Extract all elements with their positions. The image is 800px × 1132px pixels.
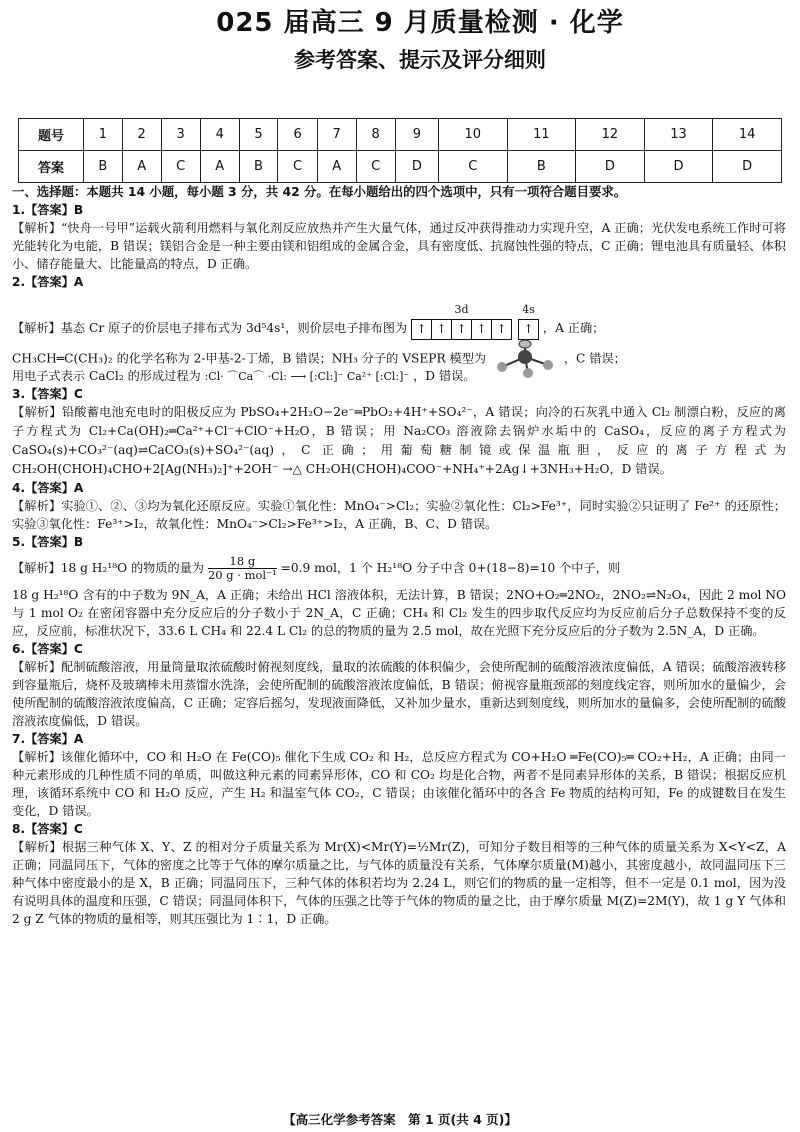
question-4-answer: 4.【答案】A <box>12 481 84 495</box>
electron-orbital-diagram <box>411 301 539 340</box>
qnum-cell: 6 <box>278 119 317 151</box>
question-4-explanation: 【解析】实验①、②、③均为氧化还原反应。实验①氧化性：MnO₄⁻>Cl₂；实验②氧化性：Cl₂>Fe³⁺，同时实验②只证明了 Fe²⁺ 的还原性；实验③氧化性：Fe³⁺>I₂，故氧化性：MnO₄⁻>Cl₂>Fe³⁺>I₂，A 正确，B、C、D 错误。 <box>12 499 786 531</box>
electron-arrow-icon: ↑ <box>432 320 452 339</box>
answer-cell: D <box>576 151 645 183</box>
question-8-explanation: 【解析】根据三种气体 X、Y、Z 的相对分子质量关系为 Mr(X)<Mr(Y)=½Mr(Z)，可知分子数目相等的三种气体的质量关系为 X<Y<Z，A 正确；同温同压下，气体的密度之比等于气体的摩尔质量之比，与气体的质量没有关系，气体摩尔质量(M)越小，其密度越小，故同温同压下三种气体中密度最小的是 X，B 正确；同温同压下，三种气体的体积若均为 2.24 L，则它们的物质的量一定相等，但不一定是 0.1 mol，因为没有说明具体的温度和压强，C 错误；同温同体积下，气体的压强之比等于气体的物质的量之比，由于摩尔质量 M(Z)=2M(Y)，故 1 g Y 气体和 2 g Z 气体的物质的量相等，则其压强比为 1∶1，D 正确。 <box>12 840 786 926</box>
electron-arrow-icon: ↑ <box>412 320 432 339</box>
page-subtitle: 参考答案、提示及评分细则 <box>294 48 546 72</box>
question-3-explanation: 【解析】铅酸蓄电池充电时的阳极反应为 PbSO₄+2H₂O−2e⁻═PbO₂+4H⁺+SO₄²⁻，A 错误；向冷的石灰乳中通入 Cl₂ 制漂白粉，反应的离子方程式为 Cl₂+Ca(OH)₂═Ca²⁺+Cl⁻+ClO⁻+H₂O，B 错误；用 Na₂CO₃ 溶液除去锅炉水垢中的 CaSO₄，反应的离子方程式为 CaSO₄(s)+CO₃²⁻(aq)⇌CaCO₃(s)+SO₄²⁻(aq)，C 正确；用葡萄糖制镜或保温瓶胆，反应的离子方程式为 CH₂OH(CHOH)₄CHO+2[Ag(NH₃)₂]⁺+2OH⁻ →△ CH₂OH(CHOH)₄COO⁻+NH₄⁺+2Ag↓+3NH₃+H₂O，D 错误。 <box>12 405 786 476</box>
qnum-cell: 12 <box>576 119 645 151</box>
qnum-cell: 9 <box>395 119 438 151</box>
qnum-cell: 10 <box>438 119 507 151</box>
orbital-boxes-3d <box>411 319 512 340</box>
electron-arrow-icon: ↑ <box>452 320 472 339</box>
orbital-label-3d: 3d <box>454 303 469 316</box>
vsepr-model-icon <box>490 339 560 379</box>
answer-cell: C <box>438 151 507 183</box>
answer-cell: D <box>644 151 713 183</box>
answer-explanations <box>12 183 786 928</box>
answer-cell: C <box>161 151 200 183</box>
question-1-answer: 1.【答案】B <box>12 203 84 217</box>
orbital-label-4s: 4s <box>522 303 535 316</box>
answer-cell: A <box>122 151 161 183</box>
answer-cell: B <box>239 151 278 183</box>
qnum-cell: 11 <box>507 119 576 151</box>
electron-formula: :Cl· ⌒Ca⌒ ·Cl: ⟶ [:Cl:]⁻ Ca²⁺ [:Cl:]⁻ <box>204 370 410 383</box>
electron-arrow-icon: ↑ <box>472 320 492 339</box>
question-7-answer: 7.【答案】A <box>12 732 84 746</box>
q2-line2-tail: ，C 错误； <box>563 351 626 366</box>
q5-body: 18 g H₂¹⁸O 含有的中子数为 9N_A，A 正确；未给出 HCl 溶液体积，无法计算，B 错误；2NO+O₂═2NO₂，2NO₂⇌N₂O₄，因此 2 mol NO 与 1 mol O₂ 在密闭容器中充分反应后的分子数小于 2N_A，C 正确；CH₄ 和 Cl₂ 发生的四步取代反应均为反应前后分子总数保持不变的反应，反应前，标准状况下，33.6 L CH₄ 和 22.4 L Cl₂ 的总的物质的量为 2.5 mol，故在光照下充分反应后的分子数为 2.5N_A，D 正确。 <box>12 588 786 638</box>
qnum-cell: 5 <box>239 119 278 151</box>
question-5-answer: 5.【答案】B <box>12 535 84 549</box>
qnum-cell: 2 <box>122 119 161 151</box>
fraction <box>208 555 277 582</box>
answer-table <box>18 118 782 183</box>
answer-cell: D <box>713 151 782 183</box>
q2-line1-tail: ，A 正确； <box>542 321 605 335</box>
qnum-cell: 13 <box>644 119 713 151</box>
answer-row <box>19 151 782 183</box>
question-2-explanation <box>12 291 786 385</box>
row-label-number: 题号 <box>19 119 84 151</box>
q5-line1-text: 【解析】18 g H₂¹⁸O 的物质的量为 <box>12 561 205 575</box>
qnum-cell: 4 <box>200 119 239 151</box>
question-5-explanation <box>12 555 786 640</box>
row-label-answer: 答案 <box>19 151 84 183</box>
answer-cell: D <box>395 151 438 183</box>
question-6-explanation: 【解析】配制硫酸溶液，用量筒量取浓硫酸时俯视刻度线，量取的浓硫酸的体积偏少，会使所配制的硫酸溶液浓度偏低，A 错误；硫酸溶液转移到容量瓶后，烧杯及玻璃棒未用蒸馏水洗涤，会使所配制的硫酸溶液浓度偏低，B 错误；俯视容量瓶颈部的刻度线定容，则所加水的量偏少，会使所配制的硫酸溶液浓度偏高，C 正确；定容后摇匀，发现液面降低，又补加少量水，重新达到刻度线，则所加水的量偏多，会使所配制的硫酸溶液浓度偏低，D 错误。 <box>12 660 786 728</box>
q2-line2-text: CH₃CH═C(CH₃)₂ 的化学名称为 2-甲基-2-丁烯，B 错误；NH₃ 分子的 VSEPR 模型为 <box>12 351 487 366</box>
qnum-cell: 3 <box>161 119 200 151</box>
fraction-denominator: 20 g · mol⁻¹ <box>207 568 277 582</box>
question-2-answer: 2.【答案】A <box>12 275 84 289</box>
qnum-cell: 1 <box>84 119 123 151</box>
answer-cell: C <box>278 151 317 183</box>
q2-line3-text: 用电子式表示 CaCl₂ 的形成过程为 <box>12 369 201 383</box>
question-3-answer: 3.【答案】C <box>12 387 83 401</box>
electron-arrow-icon: ↑ <box>496 322 507 336</box>
answer-cell: C <box>356 151 395 183</box>
qnum-cell: 7 <box>317 119 356 151</box>
answer-cell: B <box>507 151 576 183</box>
question-1-explanation: 【解析】“快舟一号甲”运载火箭利用燃料与氧化剂反应放热并产生大量气体，通过反冲获得推动力实现升空，A 正确；光伏发电系统工作时可将光能转化为电能，B 错误；镁铝合金是一种主要由镁和铝组成的金属合金，具有密度低、抗腐蚀性强的特点，C 正确；锂电池具有质量轻、体积小、储存能量大、比能量高的特点，D 正确。 <box>12 221 786 271</box>
orbital-boxes-4s <box>518 319 539 340</box>
electron-arrow-icon: ↑ <box>523 322 534 336</box>
qnum-cell: 14 <box>713 119 782 151</box>
q5-line1-tail: =0.9 mol，1 个 H₂¹⁸O 分子中含 0+(18−8)=10 个中子，则 <box>280 561 621 575</box>
section-heading: 一、选择题：本题共 14 小题，每小题 3 分，共 42 分。在每小题给出的四个选项中，只有一项符合题目要求。 <box>12 184 627 199</box>
answer-cell: A <box>317 151 356 183</box>
qnum-cell: 8 <box>356 119 395 151</box>
q2-line1-text: 【解析】基态 Cr 原子的价层电子排布式为 3d⁵4s¹，则价层电子排布图为 <box>12 321 408 335</box>
question-number-row <box>19 119 782 151</box>
question-6-answer: 6.【答案】C <box>12 642 83 656</box>
page-title: 025 届高三 9 月质量检测 · 化学 <box>216 8 624 38</box>
page-footer: 【高三化学参考答案 第 1 页(共 4 页)】 <box>283 1112 517 1127</box>
question-8-answer: 8.【答案】C <box>12 822 83 836</box>
answer-cell: A <box>200 151 239 183</box>
answer-cell: B <box>84 151 123 183</box>
q2-line3-tail: ，D 错误。 <box>413 369 476 383</box>
question-7-explanation: 【解析】该催化循环中，CO 和 H₂O 在 Fe(CO)₅ 催化下生成 CO₂ 和 H₂，总反应方程式为 CO+H₂O ═Fe(CO)₅═ CO₂+H₂，A 正确；由同一种元素形成的几种性质不同的单质，叫做这种元素的同素异形体，CO 和 CO₂ 均是化合物，两者不是同素异形体的关系，B 错误；根据反应机理，该循环系统中 CO 和 H₂O 反应，产生 H₂ 和温室气体 CO₂，C 错误；由该催化循环中的各含 Fe 物质的结构可知，Fe 的成键数目在发生变化，D 错误。 <box>12 750 786 818</box>
fraction-numerator: 18 g <box>208 555 277 569</box>
